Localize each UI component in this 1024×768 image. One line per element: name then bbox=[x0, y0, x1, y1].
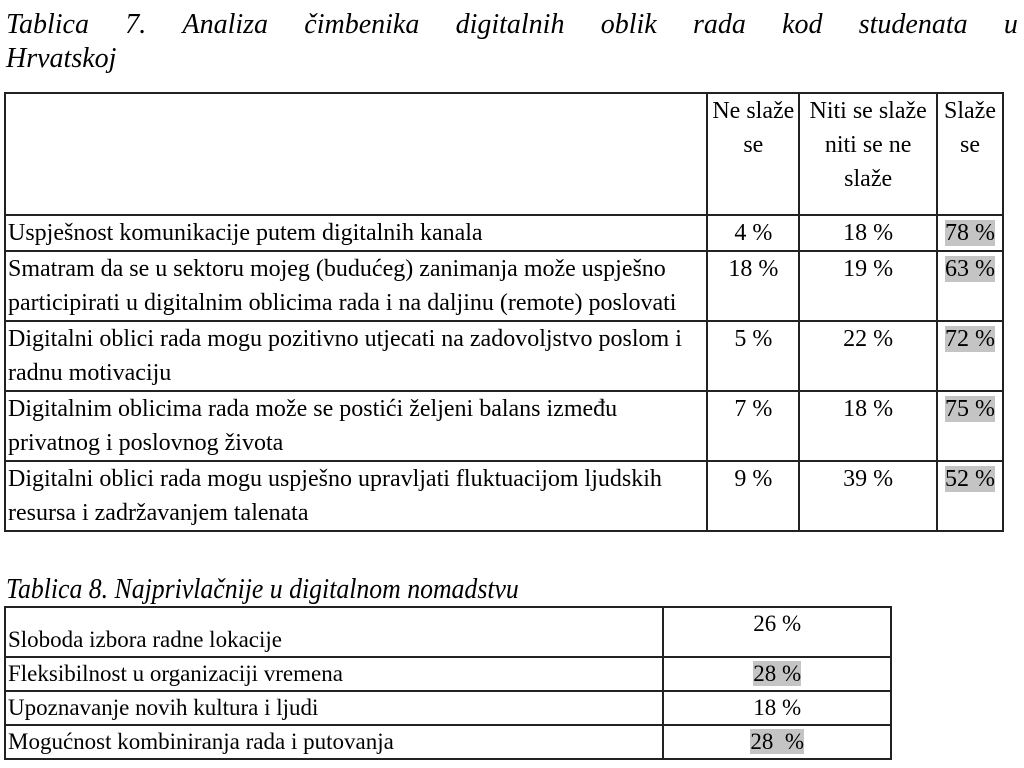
row-label: Upoznavanje novih kultura i ljudi bbox=[5, 691, 663, 725]
value-cell bbox=[663, 725, 891, 759]
value-cell bbox=[663, 657, 891, 691]
table8 bbox=[4, 606, 892, 760]
row-value: 18 % bbox=[753, 695, 802, 720]
row-label: Digitalnim oblicima rada može se postići željeni balans između privatnog i poslovnog života bbox=[5, 391, 707, 461]
value-cell: 18 % bbox=[799, 215, 937, 251]
table-row bbox=[5, 607, 891, 657]
value-cell: 7 % bbox=[707, 391, 799, 461]
highlighted-value: 63 % bbox=[945, 256, 995, 282]
value-cell: 5 % bbox=[707, 321, 799, 391]
highlighted-value: 28 % bbox=[753, 661, 802, 686]
table-row bbox=[5, 725, 891, 759]
row-label: Digitalni oblici rada mogu pozitivno utjecati na zadovoljstvo poslom i radnu motivaciju bbox=[5, 321, 707, 391]
table7-caption-line2: Hrvatskoj bbox=[6, 43, 117, 74]
table-row bbox=[5, 391, 1003, 461]
table7-header-empty bbox=[5, 93, 707, 215]
table7-header-cell: Slaže se bbox=[937, 93, 1003, 215]
value-cell: 9 % bbox=[707, 461, 799, 531]
row-label: Digitalni oblici rada mogu uspješno upravljati fluktuacijom ljudskih resursa i zadržavanjem talenata bbox=[5, 461, 707, 531]
table-row bbox=[5, 691, 891, 725]
table-row bbox=[5, 657, 891, 691]
table7-header-cell: Niti se slaže niti se ne slaže bbox=[799, 93, 937, 215]
table7-caption-line1: Tablica 7. Analiza čimbenika digitalnih oblik rada kod studenata u bbox=[6, 9, 1018, 40]
value-cell bbox=[663, 691, 891, 725]
value-cell bbox=[937, 251, 1003, 321]
table8-caption: Tablica 8. Najprivlačnije u digitalnom nomadstvu bbox=[6, 574, 519, 605]
highlighted-value: 72 % bbox=[945, 326, 995, 352]
highlighted-value: 28 % bbox=[750, 729, 805, 754]
value-cell: 4 % bbox=[707, 215, 799, 251]
value-cell bbox=[937, 215, 1003, 251]
highlighted-value: 52 % bbox=[945, 466, 995, 492]
row-value: 26 % bbox=[753, 611, 802, 636]
value-cell: 19 % bbox=[799, 251, 937, 321]
table7-caption bbox=[6, 8, 1018, 76]
value-cell bbox=[937, 461, 1003, 531]
value-cell: 39 % bbox=[799, 461, 937, 531]
value-cell bbox=[937, 321, 1003, 391]
table-row bbox=[5, 251, 1003, 321]
table-row bbox=[5, 321, 1003, 391]
value-cell bbox=[937, 391, 1003, 461]
row-label: Smatram da se u sektoru mojeg (budućeg) zanimanja može uspješno participirati u digitalnim oblicima rada i na daljinu (remote) poslovati bbox=[5, 251, 707, 321]
value-cell bbox=[663, 607, 891, 657]
value-cell: 22 % bbox=[799, 321, 937, 391]
row-label: Mogućnost kombiniranja rada i putovanja bbox=[5, 725, 663, 759]
highlighted-value: 78 % bbox=[945, 220, 995, 246]
table7 bbox=[4, 92, 1004, 532]
table7-header-cell: Ne slaže se bbox=[707, 93, 799, 215]
row-label: Sloboda izbora radne lokacije bbox=[5, 607, 663, 657]
table7-header-row bbox=[5, 93, 1003, 215]
highlighted-value: 75 % bbox=[945, 396, 995, 422]
table-row bbox=[5, 461, 1003, 531]
table-row bbox=[5, 215, 1003, 251]
value-cell: 18 % bbox=[707, 251, 799, 321]
row-label: Uspješnost komunikacije putem digitalnih kanala bbox=[5, 215, 707, 251]
value-cell: 18 % bbox=[799, 391, 937, 461]
row-label: Fleksibilnost u organizaciji vremena bbox=[5, 657, 663, 691]
